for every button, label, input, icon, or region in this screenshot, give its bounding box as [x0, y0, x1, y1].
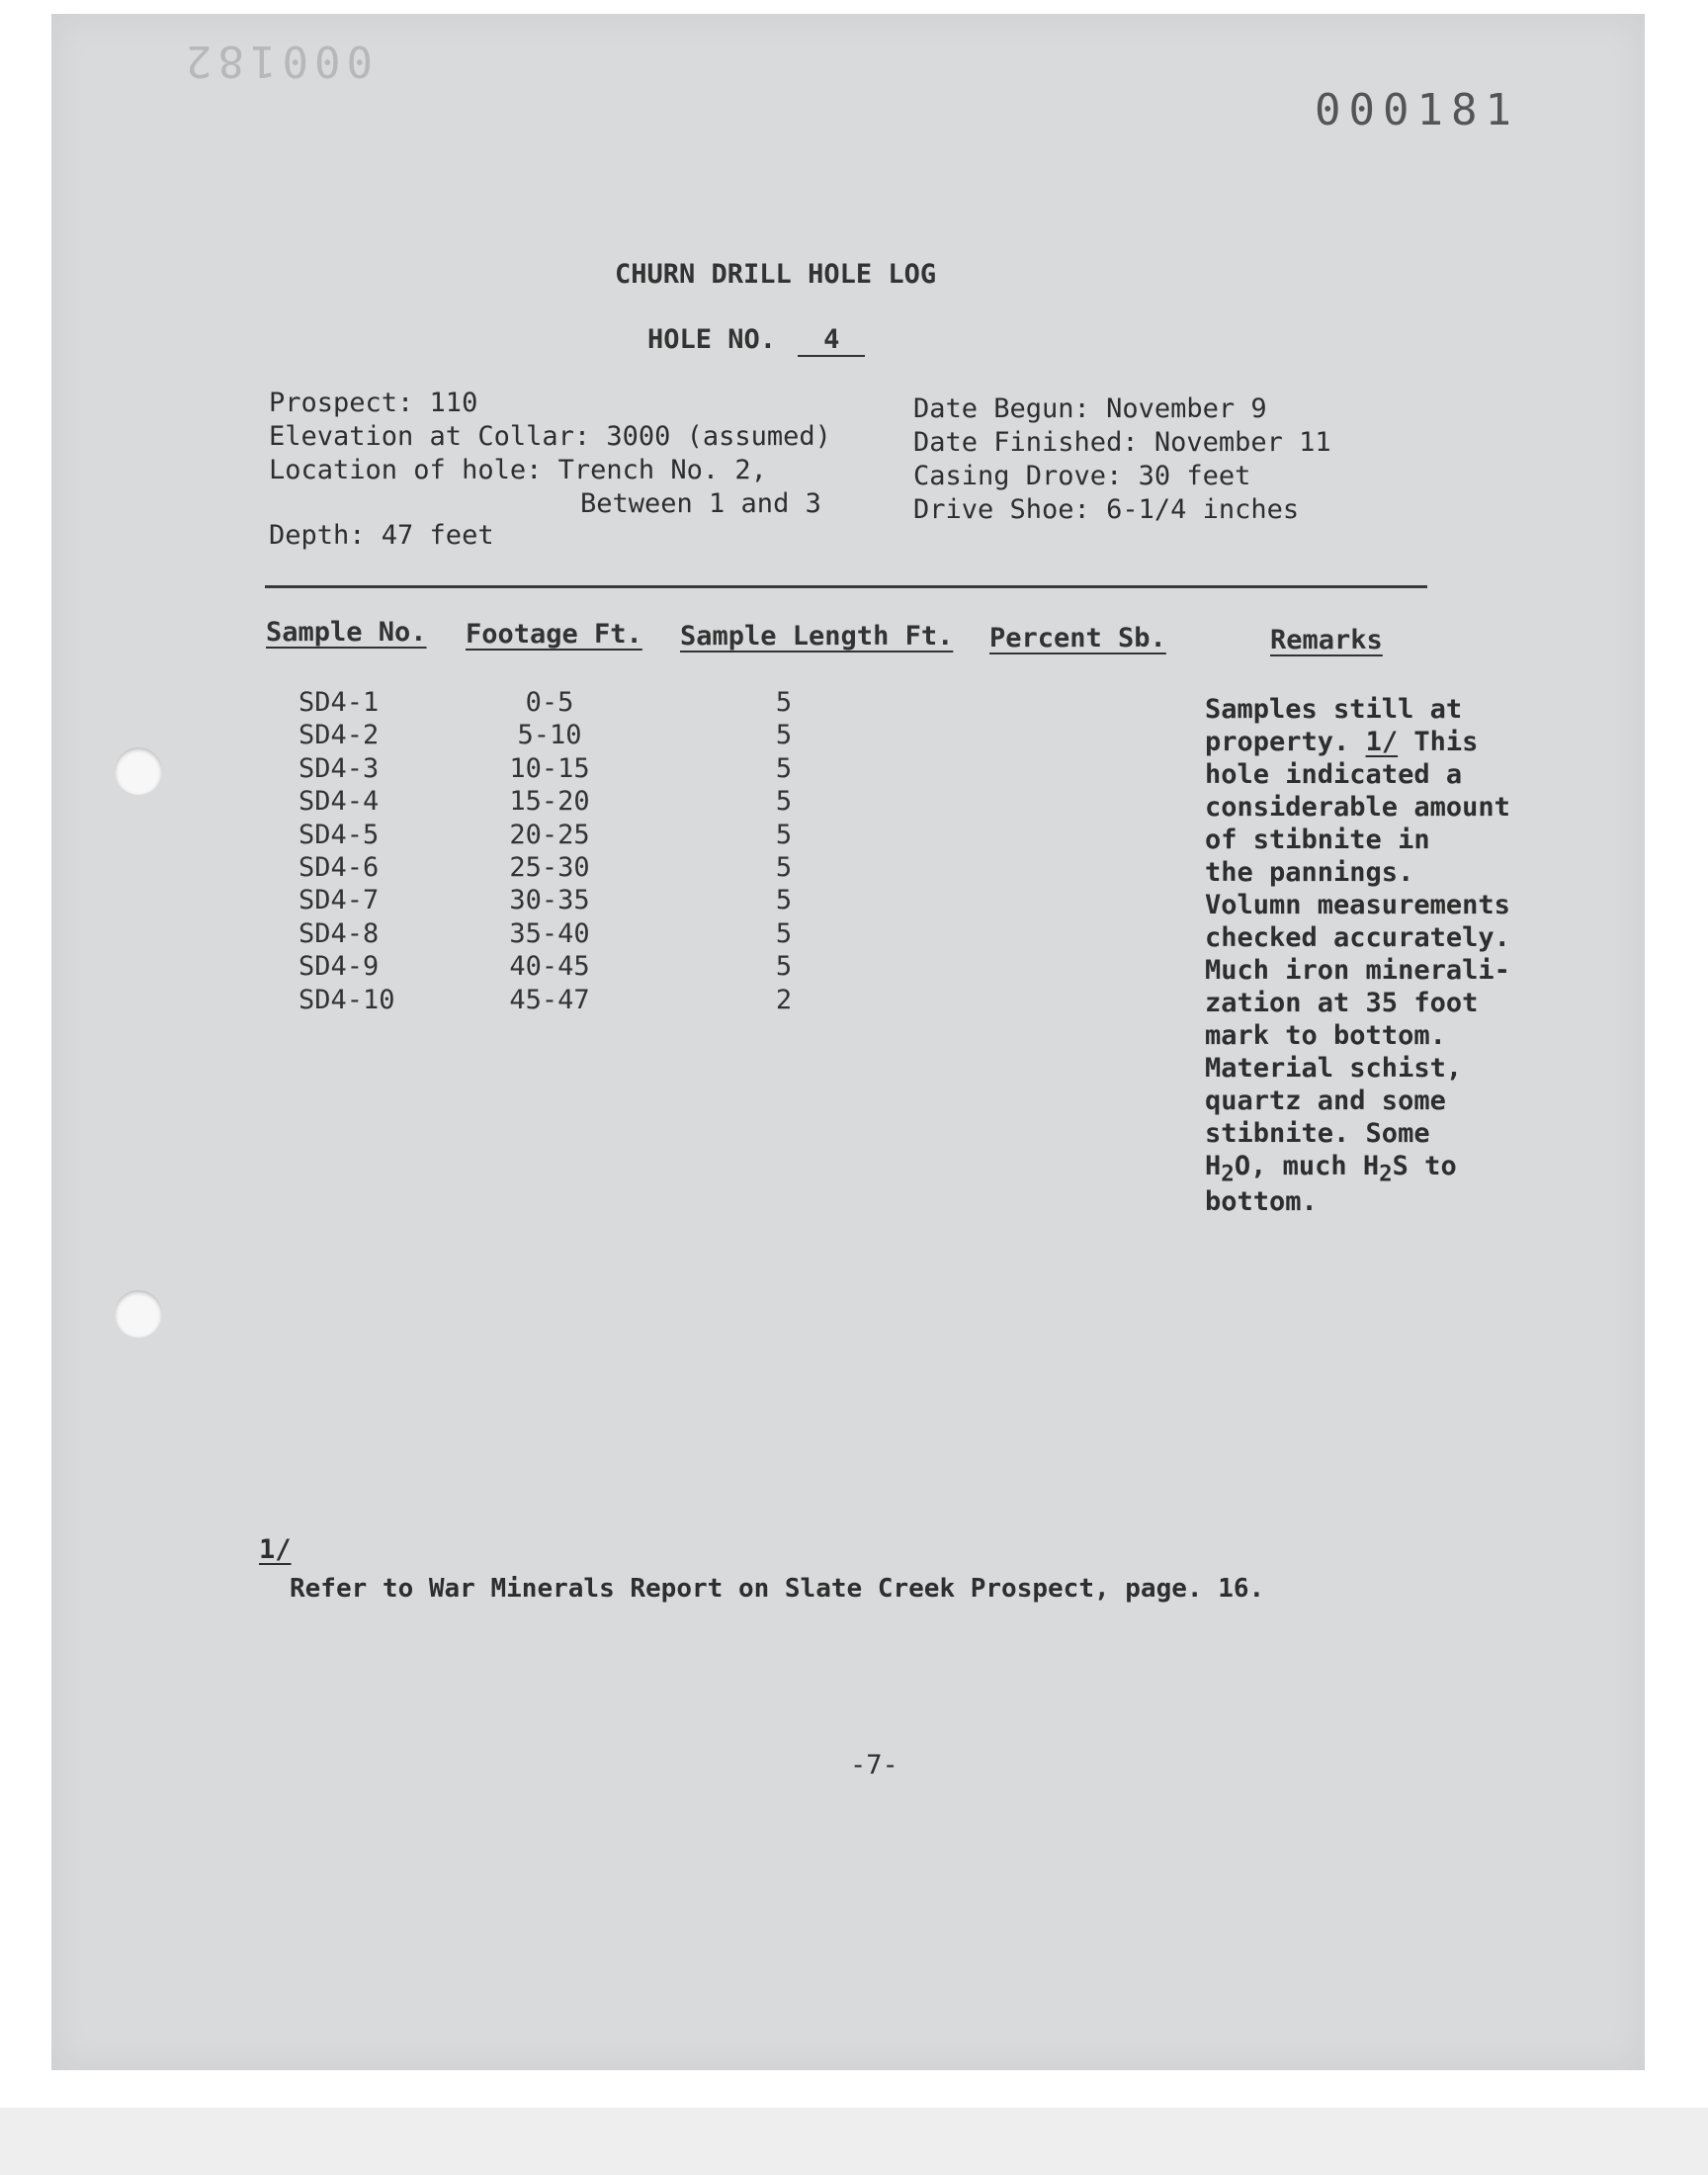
cell-sample-length: 2 — [775, 984, 793, 1015]
cell-sample-length: 5 — [775, 720, 793, 751]
remarks-line: hole indicated a — [1205, 759, 1463, 790]
remarks-text: O, much H — [1234, 1151, 1380, 1181]
cell-sample-length: 5 — [775, 752, 793, 784]
remarks-line: stibnite. Some — [1205, 1118, 1430, 1149]
remarks-line: mark to bottom. — [1205, 1020, 1446, 1051]
cell-footage: 30-35 — [509, 885, 590, 916]
binder-hole-top — [115, 747, 162, 795]
footnote-reference: 1/ — [1365, 727, 1399, 757]
location-field-continued: Between 1 and 3 — [580, 488, 821, 519]
remarks-line — [1205, 1151, 1457, 1186]
cell-sample-length: 5 — [775, 786, 793, 818]
cell-sample-length: 5 — [775, 687, 793, 718]
cell-footage: 35-40 — [509, 917, 590, 949]
remarks-text: property. — [1205, 727, 1366, 757]
prospect-field: Prospect: 110 — [269, 388, 478, 418]
footnote-marker: 1/ — [259, 1534, 292, 1565]
cell-sample-length: 5 — [775, 917, 793, 949]
remarks-line: checked accurately. — [1205, 922, 1510, 953]
cell-footage: 5-10 — [517, 720, 582, 751]
remarks-line: the pannings. — [1205, 857, 1414, 888]
cell-sample-no: SD4-7 — [299, 885, 380, 916]
hole-number-value: 4 — [798, 324, 865, 357]
remarks-line: Volumn measurements — [1205, 890, 1510, 920]
document-title: CHURN DRILL HOLE LOG — [615, 259, 937, 290]
faint-mirrored-stamp: 000182 — [180, 36, 373, 86]
depth-field: Depth: 47 feet — [269, 520, 494, 551]
cell-footage: 45-47 — [509, 984, 590, 1015]
cell-sample-length: 5 — [775, 951, 793, 983]
remarks-line: bottom. — [1205, 1186, 1318, 1217]
cell-sample-length: 5 — [775, 885, 793, 916]
column-header-footage: Footage Ft. — [466, 619, 642, 650]
drive-shoe-field: Drive Shoe: 6-1/4 inches — [913, 494, 1300, 525]
date-begun-field: Date Begun: November 9 — [913, 393, 1267, 424]
remarks-line: Much iron minerali- — [1205, 955, 1510, 986]
cell-sample-no: SD4-1 — [299, 687, 380, 718]
document-number-stamp: 000181 — [1315, 85, 1519, 135]
remarks-text: S to — [1392, 1151, 1457, 1181]
elevation-field: Elevation at Collar: 3000 (assumed) — [269, 421, 831, 452]
cell-sample-no: SD4-5 — [299, 819, 380, 850]
cell-sample-no: SD4-3 — [299, 752, 380, 784]
column-header-remarks: Remarks — [1270, 625, 1383, 655]
remarks-line: Samples still at — [1205, 694, 1463, 725]
hole-number-label: HOLE NO. — [647, 324, 777, 355]
cell-sample-no: SD4-2 — [299, 720, 380, 751]
subscript: 2 — [1221, 1161, 1235, 1187]
cell-sample-no: SD4-4 — [299, 786, 380, 818]
cell-footage: 0-5 — [525, 687, 574, 718]
cell-footage: 20-25 — [509, 819, 590, 850]
subscript: 2 — [1379, 1161, 1393, 1187]
location-field: Location of hole: Trench No. 2, — [269, 455, 767, 485]
binder-hole-bottom — [115, 1290, 162, 1338]
remarks-line: quartz and some — [1205, 1086, 1446, 1116]
remarks-line: Material schist, — [1205, 1053, 1463, 1084]
cell-sample-no: SD4-6 — [299, 852, 380, 883]
column-header-sample-length: Sample Length Ft. — [680, 621, 954, 652]
hole-number — [647, 324, 865, 357]
cell-sample-length: 5 — [775, 852, 793, 883]
cell-sample-no: SD4-9 — [299, 951, 380, 983]
casing-drove-field: Casing Drove: 30 feet — [913, 461, 1251, 491]
cell-footage: 10-15 — [509, 752, 590, 784]
remarks-line: zation at 35 foot — [1205, 988, 1479, 1018]
remarks-line — [1205, 727, 1478, 757]
cell-footage: 15-20 — [509, 786, 590, 818]
header-divider-rule — [265, 585, 1427, 588]
page-number: -7- — [850, 1750, 898, 1781]
cell-sample-no: SD4-8 — [299, 917, 380, 949]
footnote-text: Refer to War Minerals Report on Slate Creek Prospect, page. 16. — [290, 1574, 1265, 1604]
cell-footage: 40-45 — [509, 951, 590, 983]
date-finished-field: Date Finished: November 11 — [913, 427, 1331, 458]
cell-sample-length: 5 — [775, 819, 793, 850]
remarks-text: H — [1205, 1151, 1222, 1181]
column-header-percent-sb: Percent Sb. — [989, 623, 1166, 653]
cell-footage: 25-30 — [509, 852, 590, 883]
remarks-text: This — [1398, 727, 1479, 757]
cell-sample-no: SD4-10 — [299, 984, 395, 1015]
remarks-line: of stibnite in — [1205, 825, 1430, 855]
remarks-line: considerable amount — [1205, 792, 1510, 823]
column-header-sample-no: Sample No. — [266, 617, 427, 648]
scan-bottom-margin — [0, 2108, 1708, 2175]
